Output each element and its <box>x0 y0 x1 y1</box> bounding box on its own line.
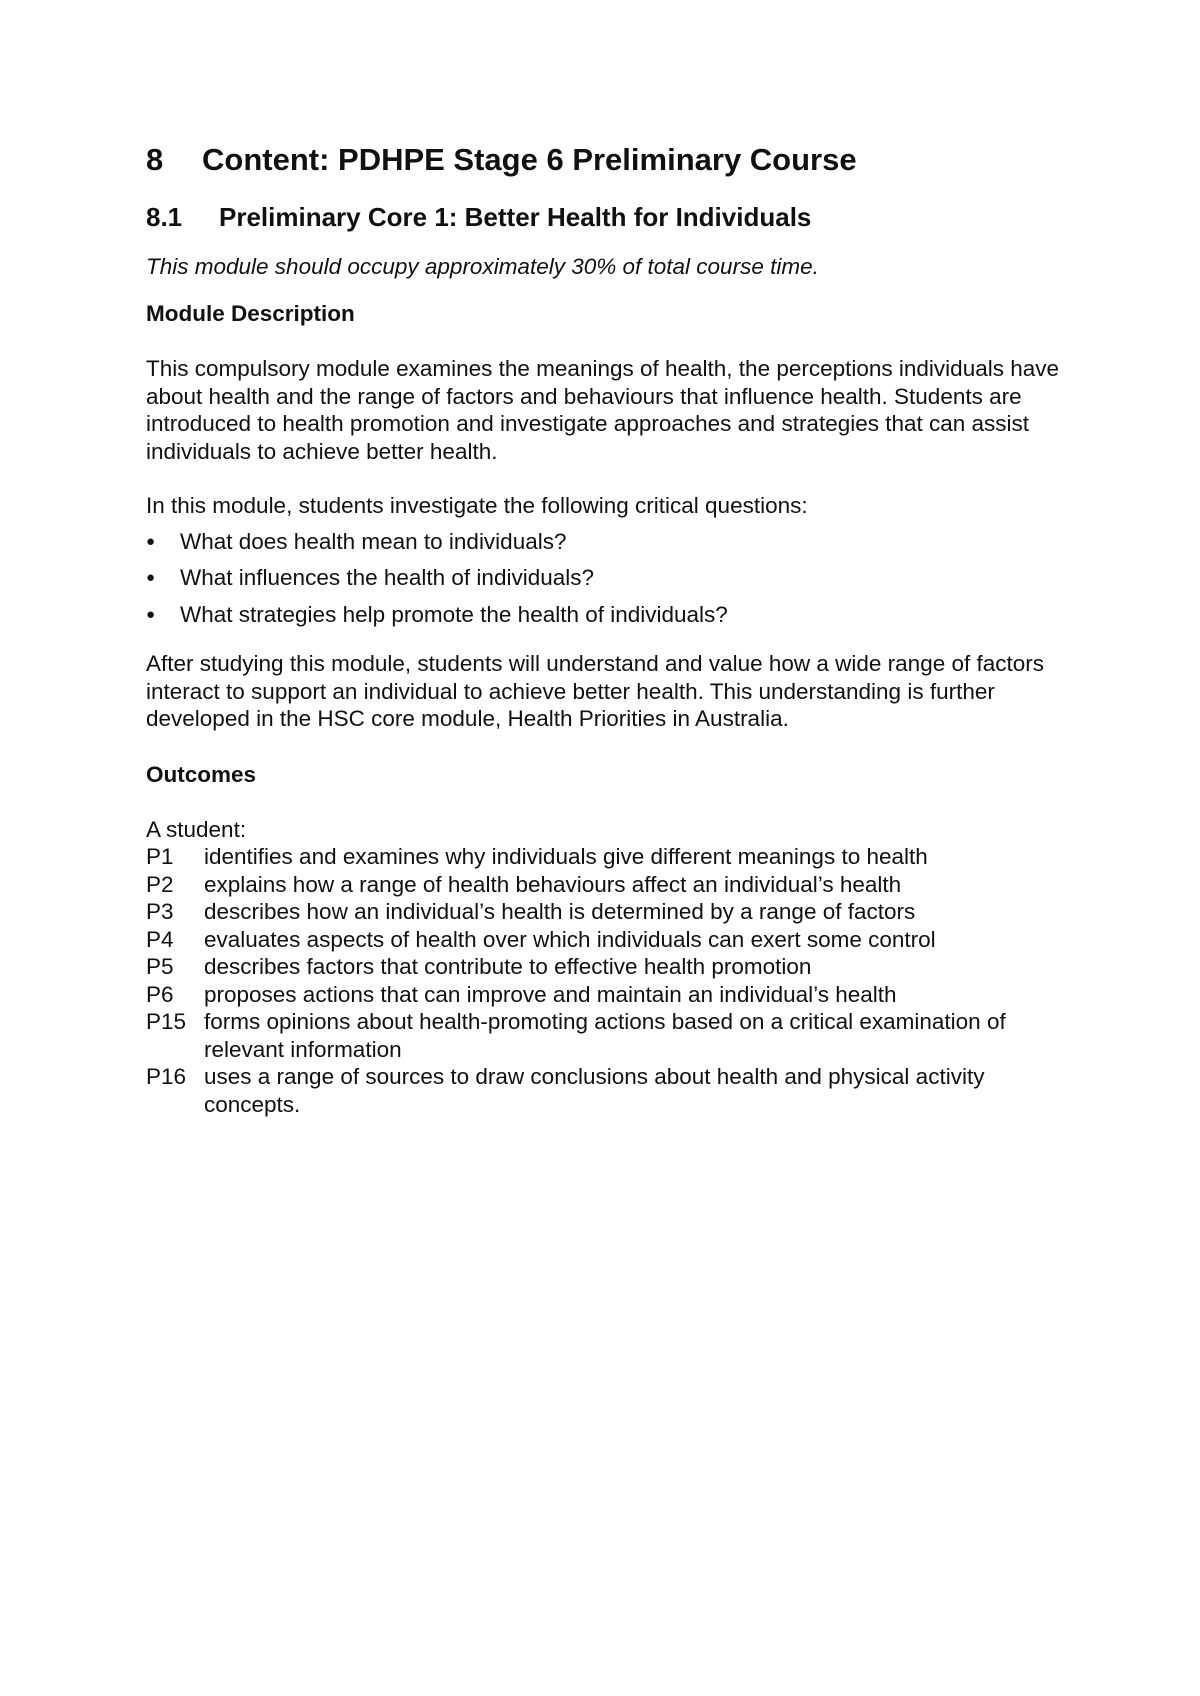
outcome-code: P2 <box>146 871 174 897</box>
outcome-text: identifies and examines why individuals give different meanings to health <box>204 844 928 869</box>
outcome-text: describes how an individual’s health is determined by a range of factors <box>204 899 916 924</box>
outcome-code: P4 <box>146 926 174 952</box>
subsection-title: Preliminary Core 1: Better Health for Individuals <box>219 202 812 232</box>
list-item <box>146 564 1086 592</box>
outcome-row <box>146 871 1086 899</box>
section-heading <box>146 140 1086 180</box>
subsection-number: 8.1 <box>146 202 183 232</box>
list-item <box>146 601 1086 629</box>
outcome-row <box>146 843 1086 871</box>
bullet-icon: ● <box>146 569 156 586</box>
critical-questions-list <box>146 528 1086 629</box>
bullet-icon: ● <box>146 532 156 550</box>
outcome-text: proposes actions that can improve and maintain an individual’s health <box>204 981 897 1007</box>
question-text: What does health mean to individuals? <box>180 528 567 554</box>
question-text: What influences the health of individuals? <box>180 565 595 590</box>
outcomes-list <box>146 843 1086 1118</box>
outcome-row <box>146 898 1086 926</box>
outcome-row <box>146 926 1086 954</box>
document-page <box>146 140 1086 1118</box>
section-number: 8 <box>146 142 164 177</box>
outcome-code: P5 <box>146 954 174 979</box>
outcome-code: P3 <box>146 899 174 924</box>
outcome-row <box>146 1063 1086 1118</box>
outcome-row <box>146 981 1086 1009</box>
outcome-row <box>146 953 1086 981</box>
outcome-code: P16 <box>146 1064 187 1089</box>
section-title: Content: PDHPE Stage 6 Preliminary Course <box>202 142 857 177</box>
outcome-row <box>146 1008 1086 1063</box>
outcomes-lead: A student: <box>146 816 247 842</box>
bullet-icon: ● <box>146 605 156 623</box>
outcome-text: forms opinions about health-promoting actions based on a critical examination of relevant information <box>204 1009 1006 1062</box>
module-summary-paragraph: After studying this module, students will understand and value how a wide range of factors interact to support an individual to achieve better health. This understanding is further developed in the HSC core module, Health Priorities in Australia. <box>146 651 1045 731</box>
time-allocation-note: This module should occupy approximately 30% of total course time. <box>146 254 819 279</box>
outcome-text: explains how a range of health behaviours affect an individual’s health <box>204 871 902 897</box>
list-item <box>146 528 1086 556</box>
outcomes-heading: Outcomes <box>146 761 257 787</box>
outcome-code: P15 <box>146 1009 187 1034</box>
outcome-code: P6 <box>146 981 174 1007</box>
critical-questions-intro: In this module, students investigate the following critical questions: <box>146 493 808 518</box>
module-description-paragraph: This compulsory module examines the meanings of health, the perceptions individuals have about health and the range of factors and behaviours that influence health. Students are introduced to health promotion and investigate approaches and strategies that can assist individuals to achieve better health. <box>146 356 1060 464</box>
module-description-heading: Module Description <box>146 301 355 326</box>
outcome-text: describes factors that contribute to effective health promotion <box>204 954 812 979</box>
question-text: What strategies help promote the health of individuals? <box>180 601 728 627</box>
subsection-heading <box>146 200 1086 234</box>
outcome-text: evaluates aspects of health over which individuals can exert some control <box>204 926 936 952</box>
outcome-text: uses a range of sources to draw conclusions about health and physical activity concepts. <box>204 1064 985 1117</box>
outcome-code: P1 <box>146 844 174 869</box>
